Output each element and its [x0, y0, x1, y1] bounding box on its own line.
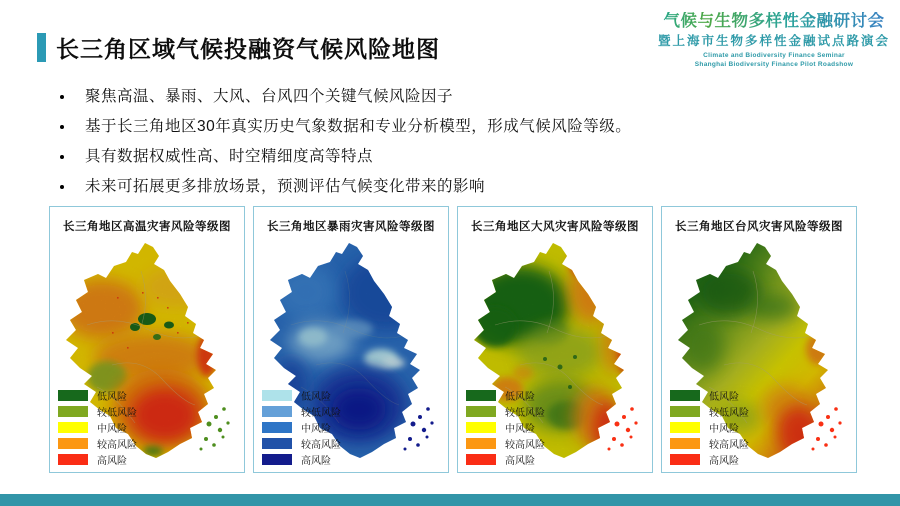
legend-row [466, 403, 545, 419]
legend-swatch [466, 406, 496, 417]
legend-label: 较低风险 [709, 407, 749, 419]
panel-title: 长三角地区高温灾害风险等级图 [63, 221, 231, 233]
map-panel-wind [457, 206, 653, 473]
legend-row [58, 451, 137, 467]
legend-swatch [670, 390, 700, 401]
legend-label: 高风险 [709, 455, 739, 467]
legend-row [262, 451, 341, 467]
risk-legend [670, 387, 749, 467]
legend-label: 较高风险 [301, 439, 341, 451]
map-panels-row [49, 206, 857, 473]
legend-swatch [670, 454, 700, 465]
bullet-list [60, 86, 740, 206]
legend-swatch [466, 454, 496, 465]
bullet-text: 基于长三角地区30年真实历史气象数据和专业分析模型，形成气候风险等级。 [85, 118, 632, 135]
panel-title: 长三角地区暴雨灾害风险等级图 [267, 221, 435, 233]
legend-row [58, 403, 137, 419]
logo-line-cn-2: 暨上海市生物多样性金融试点路演会 [657, 33, 890, 48]
legend-row [670, 451, 749, 467]
map-panel-heat [49, 206, 245, 473]
legend-label: 较高风险 [97, 439, 137, 451]
legend-swatch [670, 438, 700, 449]
legend-swatch [58, 422, 88, 433]
map-panel-rain [253, 206, 449, 473]
legend-label: 较低风险 [505, 407, 545, 419]
legend-row [670, 419, 749, 435]
page-title: 长三角区域气候投融资气候风险地图 [56, 36, 440, 62]
legend-row [670, 387, 749, 403]
legend-row [58, 435, 137, 451]
legend-row [58, 387, 137, 403]
legend-swatch [58, 406, 88, 417]
bullet-text: 聚焦高温、暴雨、大风、台风四个关键气候风险因子 [85, 88, 454, 105]
legend-swatch [58, 454, 88, 465]
legend-swatch [58, 438, 88, 449]
legend-label: 低风险 [505, 391, 535, 403]
legend-label: 中风险 [97, 423, 127, 435]
title-accent-bar [37, 33, 46, 62]
legend-label: 较低风险 [97, 407, 137, 419]
bullet-text: 具有数据权威性高、时空精细度高等特点 [85, 148, 374, 165]
legend-row [466, 451, 545, 467]
legend-label: 较低风险 [301, 407, 341, 419]
logo-line-en-1: Climate and Biodiversity Finance Seminar [703, 52, 845, 60]
legend-swatch [670, 406, 700, 417]
legend-label: 中风险 [709, 423, 739, 435]
legend-row [466, 419, 545, 435]
bullet-dot [60, 185, 64, 189]
legend-swatch [262, 422, 292, 433]
panel-title: 长三角地区台风灾害风险等级图 [675, 221, 843, 233]
risk-legend [262, 387, 341, 467]
risk-legend [58, 387, 137, 467]
bullet-dot [60, 125, 64, 129]
legend-row [262, 419, 341, 435]
bullet-text: 未来可拓展更多排放场景，预测评估气候变化带来的影响 [85, 178, 486, 195]
map-panel-typhoon [661, 206, 857, 473]
legend-swatch [670, 422, 700, 433]
legend-label: 高风险 [97, 455, 127, 467]
legend-label: 低风险 [301, 391, 331, 403]
legend-row [670, 403, 749, 419]
legend-swatch [466, 438, 496, 449]
legend-label: 较高风险 [709, 439, 749, 451]
logo-line-en-2: Shanghai Biodiversity Finance Pilot Roadshow [694, 60, 854, 68]
legend-row [262, 387, 341, 403]
logo-line-cn-1: 气候与生物多样性金融研讨会 [652, 12, 896, 31]
legend-swatch [262, 390, 292, 401]
bullet-item [60, 86, 740, 116]
legend-swatch [58, 390, 88, 401]
legend-label: 低风险 [709, 391, 739, 403]
bullet-item [60, 116, 740, 146]
legend-row [670, 435, 749, 451]
legend-row [262, 403, 341, 419]
panel-title: 长三角地区大风灾害风险等级图 [471, 221, 639, 233]
legend-row [58, 419, 137, 435]
legend-row [466, 435, 545, 451]
legend-swatch [262, 406, 292, 417]
legend-swatch [262, 454, 292, 465]
bullet-dot [60, 95, 64, 99]
legend-label: 较高风险 [505, 439, 545, 451]
legend-row [262, 435, 341, 451]
risk-legend [466, 387, 545, 467]
legend-label: 中风险 [301, 423, 331, 435]
bullet-item [60, 176, 740, 206]
footer-bar [0, 494, 900, 506]
legend-row [466, 387, 545, 403]
legend-label: 低风险 [97, 391, 127, 403]
legend-swatch [262, 438, 292, 449]
conference-logo [652, 12, 896, 68]
legend-label: 中风险 [505, 423, 535, 435]
legend-swatch [466, 390, 496, 401]
legend-label: 高风险 [301, 455, 331, 467]
bullet-dot [60, 155, 64, 159]
legend-swatch [466, 422, 496, 433]
legend-label: 高风险 [505, 455, 535, 467]
bullet-item [60, 146, 740, 176]
